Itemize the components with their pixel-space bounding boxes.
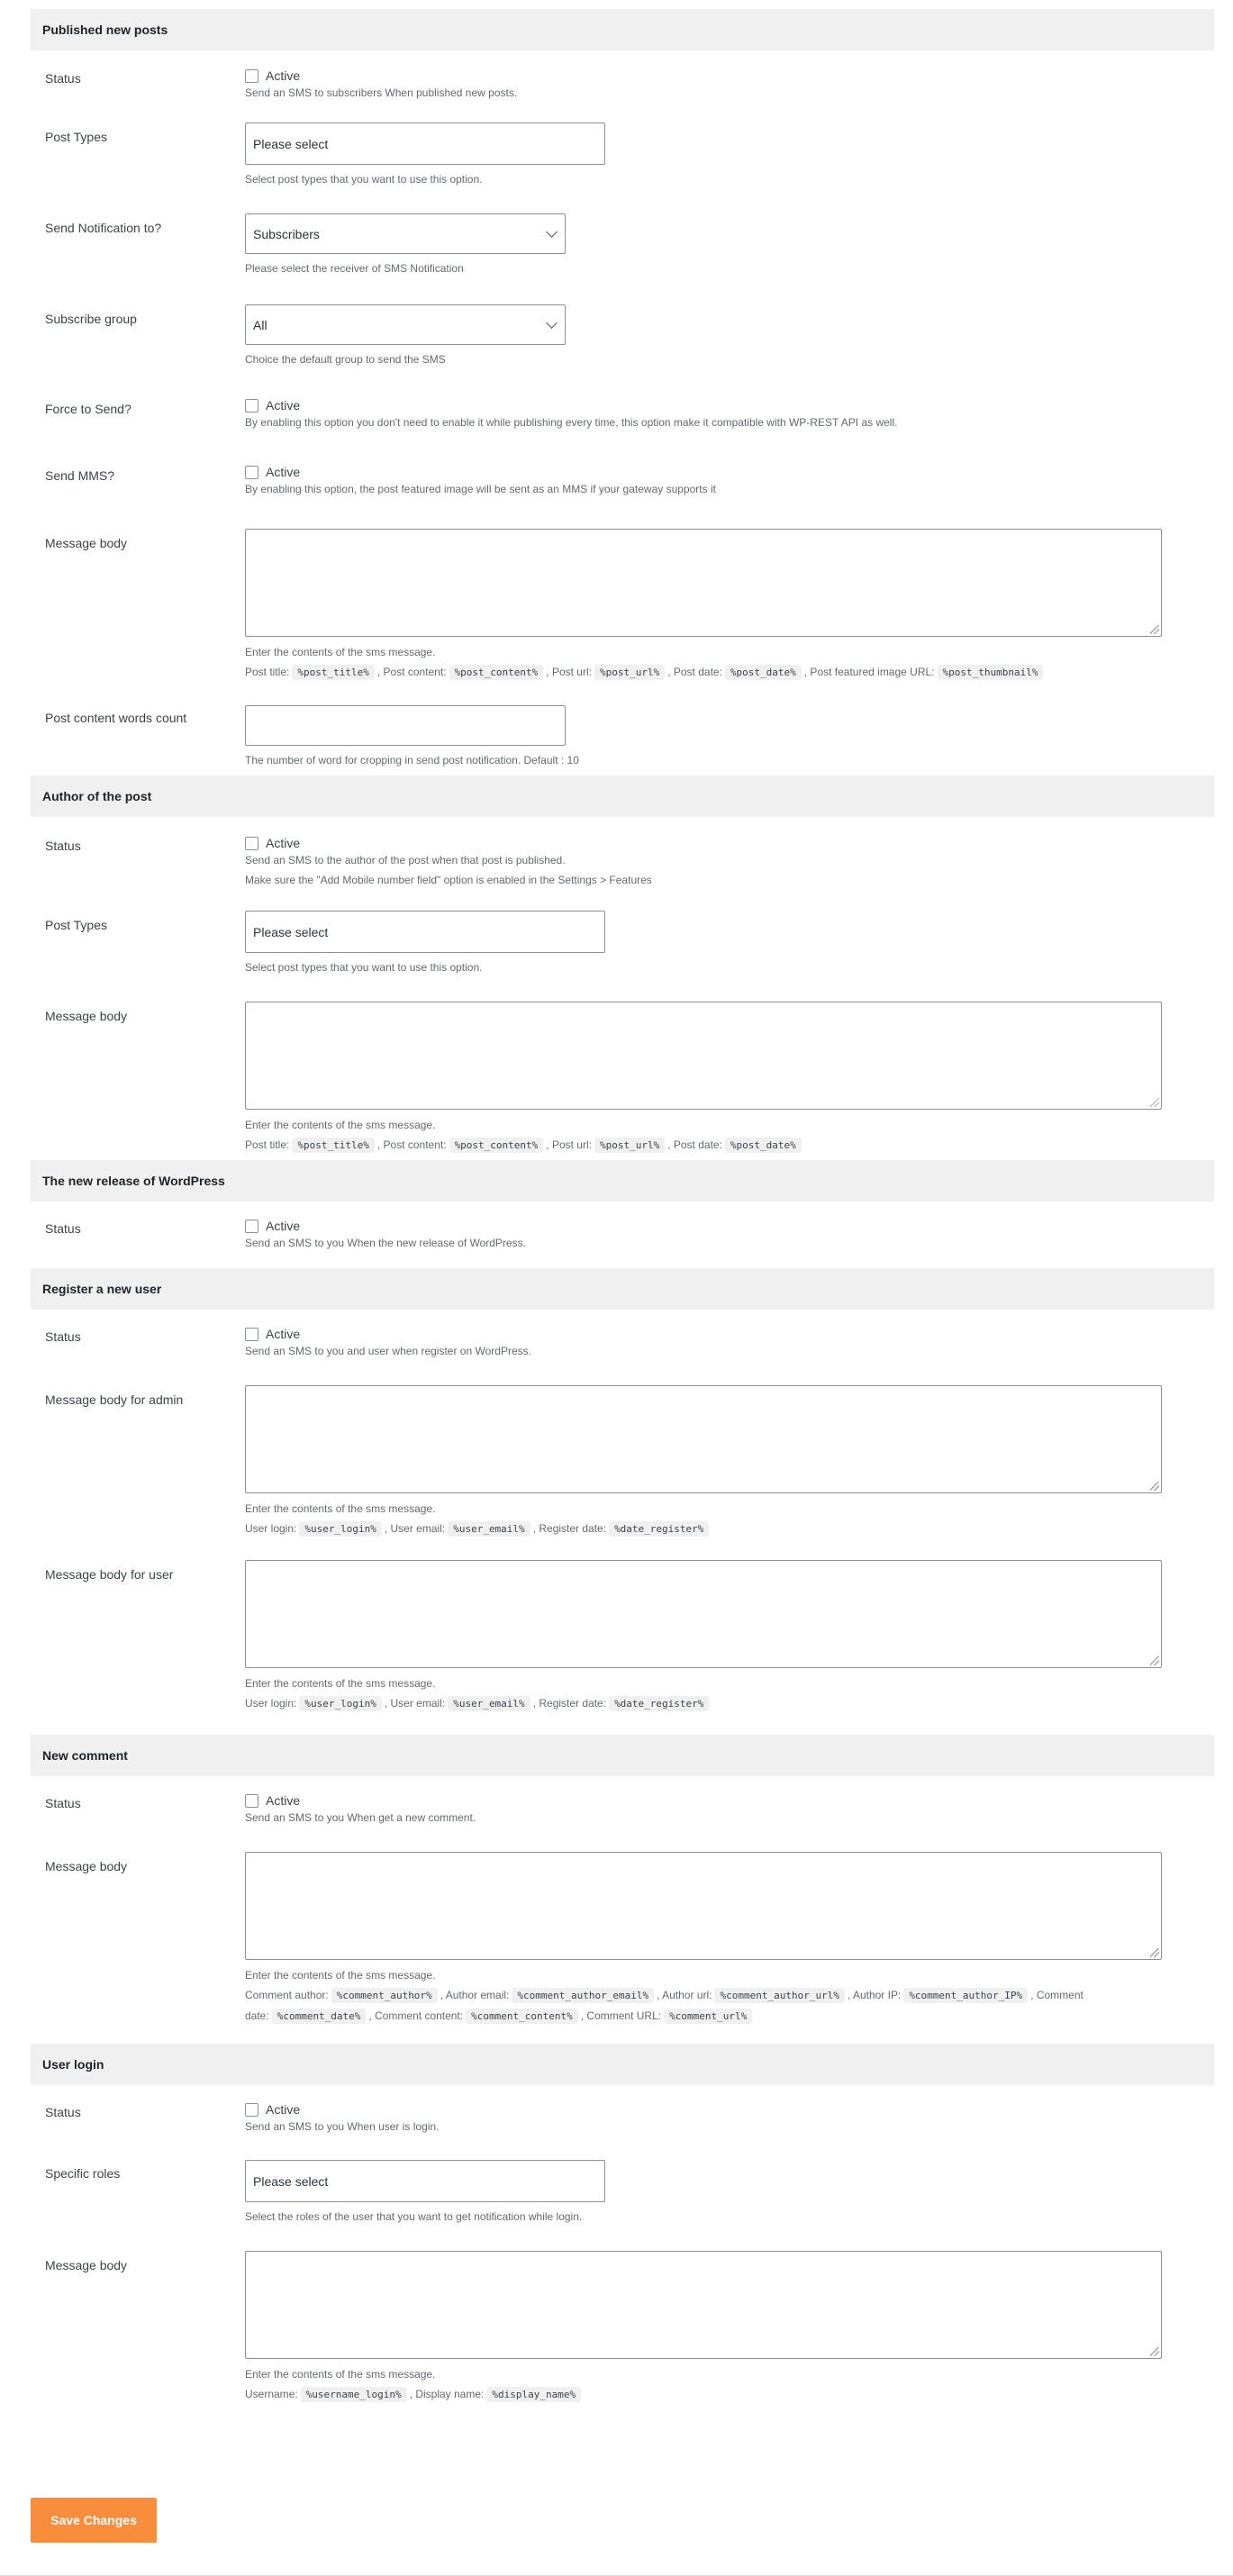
register-user-message-row — [31, 1560, 1214, 1735]
send-mms-checkbox[interactable] — [245, 465, 716, 479]
field-description: Send an SMS to you When the new release of WordPress. — [245, 1237, 526, 1249]
field-description: Select post types that you want to use this option. — [245, 961, 483, 974]
field-description: Enter the contents of the sms message. — [245, 1119, 436, 1131]
field-label: Specific roles — [45, 2166, 121, 2181]
var-label: , Comment date: — [245, 1989, 1083, 2022]
field-description: Send an SMS to subscribers When published new posts. — [245, 86, 518, 99]
login-message-row — [31, 2244, 1214, 2415]
section-new-wordpress-release: The new release of WordPress — [31, 1160, 1214, 1202]
field-description: Enter the contents of the sms message. — [245, 2368, 436, 2381]
post-types-select[interactable] — [245, 122, 605, 165]
section-register-new-user: Register a new user — [31, 1268, 1214, 1310]
field-description: Send an SMS to you and user when register on WordPress. — [245, 1345, 531, 1357]
words-count-input[interactable] — [245, 705, 566, 746]
settings-form — [31, 9, 1214, 2415]
field-label: Subscribe group — [45, 312, 137, 326]
var-label: Username: — [245, 2388, 298, 2400]
field-description: Enter the contents of the sms message. — [245, 1677, 436, 1690]
var-label: , Post date: — [667, 1138, 722, 1151]
admin-message-textarea[interactable] — [245, 1385, 1162, 1493]
var-code: %post_url% — [594, 1138, 665, 1153]
author-status-checkbox[interactable] — [245, 836, 652, 850]
field-label: Message body for admin — [45, 1392, 184, 1407]
checkbox-label: Active — [266, 398, 301, 413]
force-send-checkbox[interactable] — [245, 398, 897, 413]
field-description: Send an SMS to you When get a new comment. — [245, 1811, 476, 1824]
field-label: Post Types — [45, 130, 108, 144]
field-label: Post content words count — [45, 711, 187, 725]
var-code: %date_register% — [609, 1696, 709, 1711]
checkbox-box[interactable] — [245, 1794, 258, 1808]
user-message-textarea[interactable] — [245, 1560, 1162, 1668]
author-post-types-row — [31, 903, 1214, 993]
save-changes-button[interactable]: Save Changes — [31, 2498, 157, 2543]
select-placeholder: Please select — [253, 136, 329, 151]
published-mms-row — [31, 449, 1214, 514]
chevron-down-icon — [546, 317, 558, 329]
send-notification-to-dropdown[interactable] — [245, 213, 566, 254]
resize-handle-icon[interactable] — [1150, 1098, 1159, 1107]
var-code: %comment_content% — [466, 2009, 578, 2024]
var-code: %post_thumbnail% — [938, 665, 1044, 680]
login-status-row — [31, 2085, 1214, 2152]
var-code: %comment_author_url% — [714, 1988, 844, 2003]
var-label: , Register date: — [532, 1697, 607, 1710]
var-code: %comment_author_email% — [512, 1988, 654, 2003]
field-description: Make sure the "Add Mobile number field" option is enabled in the Settings > Features — [245, 874, 652, 886]
field-description: Choice the default group to send the SMS — [245, 353, 446, 366]
var-label: , Post content: — [376, 1138, 447, 1151]
resize-handle-icon[interactable] — [1150, 2347, 1159, 2356]
published-force-row — [31, 382, 1214, 449]
checkbox-box[interactable] — [245, 69, 258, 83]
var-code: %user_email% — [448, 1696, 530, 1711]
chevron-down-icon — [546, 226, 558, 238]
checkbox-label: Active — [266, 2102, 301, 2117]
checkbox-box[interactable] — [245, 2103, 258, 2117]
var-code: %comment_author% — [331, 1988, 438, 2003]
field-description: Enter the contents of the sms message. — [245, 1502, 436, 1515]
var-code: %post_date% — [725, 1138, 802, 1153]
variables-list — [245, 1693, 1162, 1714]
var-code: %user_email% — [448, 1521, 530, 1537]
field-label: Send MMS? — [45, 468, 115, 483]
field-description: Enter the contents of the sms message. — [245, 646, 436, 658]
var-label: , Author email: — [440, 1989, 510, 2001]
field-label: Status — [45, 71, 81, 86]
field-description: Enter the contents of the sms message. — [245, 1969, 436, 1982]
var-label: , Post content: — [376, 666, 447, 678]
published-words-row — [31, 697, 1214, 776]
var-label: User login: — [245, 1697, 297, 1710]
section-user-login: User login — [31, 2044, 1214, 2085]
field-description: Select post types that you want to use this option. — [245, 173, 483, 186]
comment-status-row — [31, 1776, 1214, 1844]
select-placeholder: Please select — [253, 924, 329, 939]
field-description: Send an SMS to you When user is login. — [245, 2120, 440, 2133]
var-label: , User email: — [384, 1697, 446, 1710]
field-description: By enabling this option you don't need to enable it while publishing every time, this option make it compatible with WP-REST API as well. — [245, 416, 898, 429]
section-new-comment: New comment — [31, 1735, 1214, 1776]
field-label: Status — [45, 839, 81, 853]
variables-list — [245, 2384, 1162, 2405]
var-code: %comment_date% — [272, 2009, 367, 2024]
checkbox-label: Active — [266, 465, 301, 479]
register-status-row — [31, 1310, 1214, 1376]
var-label: , Author url: — [657, 1989, 712, 2001]
variables-list — [245, 662, 1162, 683]
var-label: , Display name: — [409, 2388, 485, 2400]
checkbox-box[interactable] — [245, 466, 258, 479]
register-admin-message-row — [31, 1376, 1214, 1560]
published-message-row — [31, 514, 1214, 697]
field-label: Message body — [45, 1009, 128, 1023]
var-code: %post_content% — [449, 665, 544, 680]
var-label: , Post url: — [546, 666, 592, 678]
checkbox-label: Active — [266, 1327, 301, 1341]
wordpress-status-checkbox[interactable] — [245, 1219, 526, 1233]
var-code: %comment_author_IP% — [903, 1988, 1028, 2003]
checkbox-box[interactable] — [245, 837, 258, 850]
field-description: Select the roles of the user that you want to get notification while login. — [245, 2210, 583, 2223]
field-label: Status — [45, 1796, 81, 1810]
var-code: %user_login% — [299, 1696, 381, 1711]
field-description: The number of word for cropping in send post notification. Default : 10 — [245, 754, 579, 766]
comment-message-row — [31, 1844, 1214, 2044]
field-label: Message body for user — [45, 1567, 174, 1582]
dropdown-value: Subscribers — [253, 226, 320, 241]
wordpress-status-row — [31, 1202, 1214, 1268]
login-roles-row — [31, 2152, 1214, 2244]
checkbox-label: Active — [266, 836, 301, 850]
author-status-row — [31, 817, 1214, 903]
field-label: Status — [45, 2105, 81, 2119]
login-status-checkbox[interactable] — [245, 2102, 439, 2117]
checkbox-box[interactable] — [245, 1220, 258, 1233]
field-label: Status — [45, 1329, 81, 1344]
var-label: , Register date: — [532, 1522, 607, 1535]
variables-list — [245, 1135, 1162, 1156]
var-code: %username_login% — [301, 2387, 407, 2402]
field-description: Send an SMS to the author of the post when that post is published. — [245, 854, 566, 866]
var-label: , Comment URL: — [580, 2009, 662, 2022]
var-label: Post title: — [245, 1138, 290, 1151]
section-author-of-post: Author of the post — [31, 776, 1214, 817]
published-send-to-row — [31, 199, 1214, 290]
select-placeholder: Please select — [253, 2173, 329, 2189]
author-message-row — [31, 993, 1214, 1160]
register-status-checkbox[interactable] — [245, 1327, 531, 1341]
var-label: , Post url: — [546, 1138, 592, 1151]
variables-list — [245, 1985, 1162, 2027]
resize-handle-icon[interactable] — [1150, 1948, 1159, 1957]
field-description: Please select the receiver of SMS Notification — [245, 262, 464, 275]
comment-status-checkbox[interactable] — [245, 1793, 476, 1808]
field-label: Message body — [45, 536, 128, 550]
var-code: %post_date% — [725, 665, 802, 680]
field-description: By enabling this option, the post featured image will be sent as an MMS if your gateway supports it — [245, 483, 716, 495]
resize-handle-icon[interactable] — [1150, 1656, 1159, 1665]
resize-handle-icon[interactable] — [1150, 625, 1159, 634]
checkbox-box[interactable] — [245, 1328, 258, 1341]
checkbox-label: Active — [266, 68, 301, 83]
published-group-row — [31, 290, 1214, 382]
resize-handle-icon[interactable] — [1150, 1482, 1159, 1491]
var-label: Comment author: — [245, 1989, 329, 2001]
checkbox-box[interactable] — [245, 399, 258, 413]
section-published-new-posts: Published new posts — [31, 9, 1214, 50]
variables-list — [245, 1519, 1162, 1539]
var-code: %user_login% — [299, 1521, 381, 1537]
var-code: %date_register% — [609, 1521, 709, 1537]
var-label: , User email: — [384, 1522, 446, 1535]
field-label: Force to Send? — [45, 402, 131, 416]
published-status-checkbox[interactable] — [245, 68, 517, 83]
var-code: %comment_url% — [664, 2009, 752, 2024]
var-label: User login: — [245, 1522, 297, 1535]
var-label: , Comment content: — [368, 2009, 464, 2022]
var-label: , Post featured image URL: — [803, 666, 935, 678]
comment-message-textarea[interactable] — [245, 1852, 1162, 1960]
field-label: Send Notification to? — [45, 221, 162, 235]
subscribe-group-dropdown[interactable] — [245, 304, 566, 345]
var-code: %display_name% — [486, 2387, 581, 2402]
checkbox-label: Active — [266, 1793, 301, 1808]
var-code: %post_url% — [594, 665, 665, 680]
specific-roles-select[interactable] — [245, 2160, 605, 2202]
var-code: %post_content% — [449, 1138, 544, 1153]
author-post-types-select[interactable] — [245, 911, 605, 953]
var-label: Post title: — [245, 666, 290, 678]
login-message-textarea[interactable] — [245, 2251, 1162, 2359]
checkbox-label: Active — [266, 1219, 301, 1233]
field-label: Post Types — [45, 918, 108, 932]
author-message-textarea[interactable] — [245, 1002, 1162, 1110]
var-code: %post_title% — [292, 1138, 374, 1153]
field-label: Message body — [45, 2258, 128, 2272]
published-post-types-row — [31, 108, 1214, 199]
dropdown-value: All — [253, 317, 267, 332]
field-label: Message body — [45, 1859, 128, 1873]
published-status-row — [31, 50, 1214, 108]
field-label: Status — [45, 1221, 81, 1236]
var-code: %post_title% — [292, 665, 374, 680]
var-label: , Post date: — [667, 666, 722, 678]
message-body-textarea[interactable] — [245, 529, 1162, 637]
var-label: , Author IP: — [847, 1989, 902, 2001]
